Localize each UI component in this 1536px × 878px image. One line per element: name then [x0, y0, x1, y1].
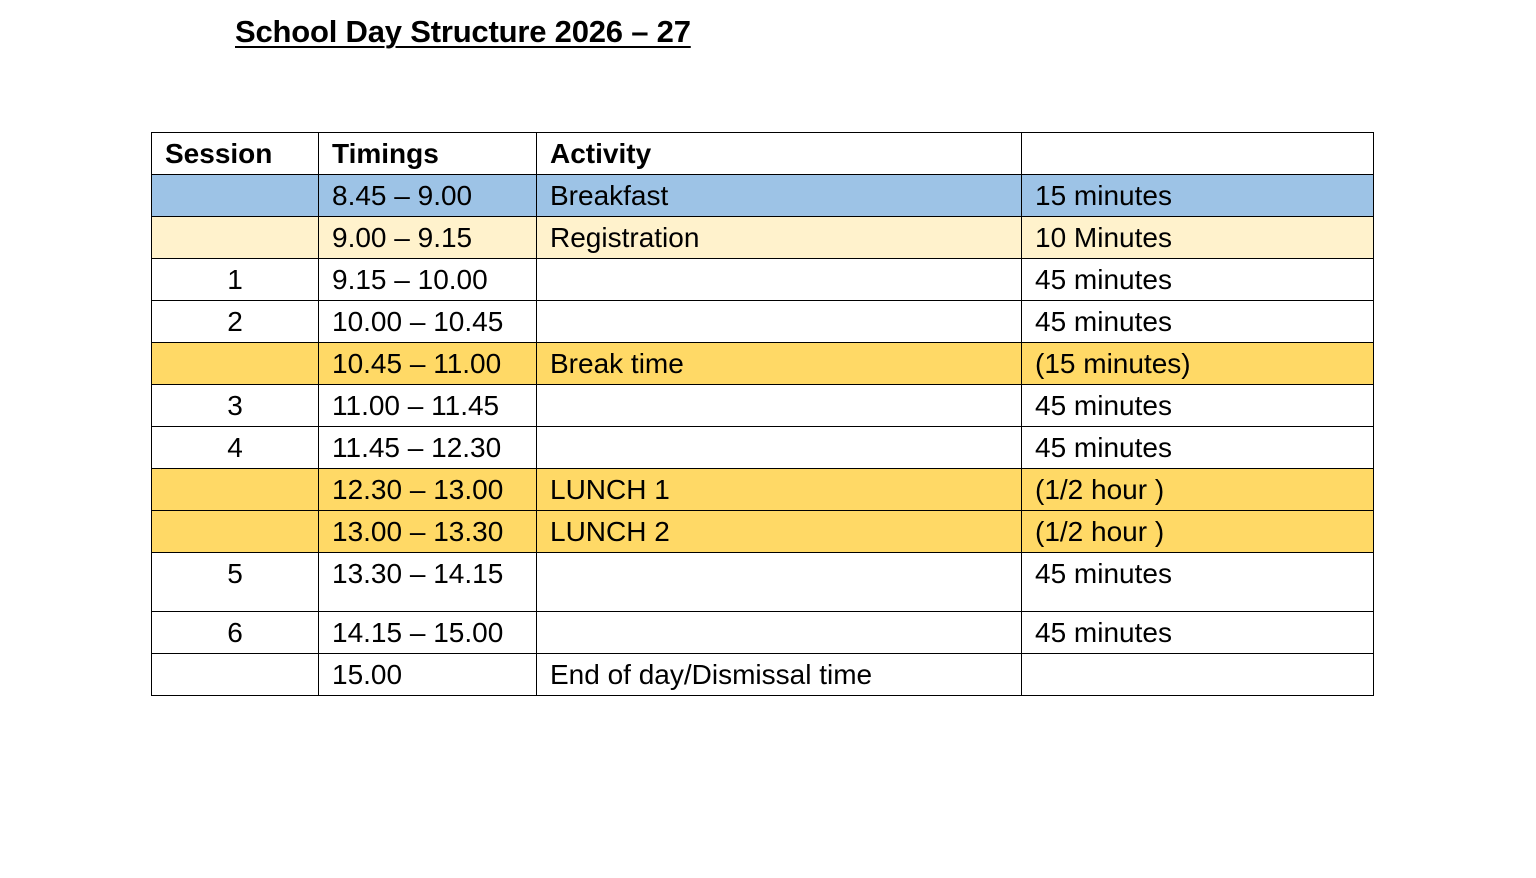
table-row [152, 612, 1374, 654]
table-row [152, 175, 1374, 217]
session-cell: 3 [152, 385, 319, 427]
activity-cell: LUNCH 2 [537, 511, 1022, 553]
activity-cell: Break time [537, 343, 1022, 385]
header-session: Session [152, 133, 319, 175]
activity-cell [537, 553, 1022, 612]
activity-cell: LUNCH 1 [537, 469, 1022, 511]
table-row [152, 259, 1374, 301]
timings-cell: 11.45 – 12.30 [319, 427, 537, 469]
timings-cell: 10.00 – 10.45 [319, 301, 537, 343]
duration-cell: 45 minutes [1022, 385, 1374, 427]
activity-cell: End of day/Dismissal time [537, 654, 1022, 696]
session-cell: 1 [152, 259, 319, 301]
activity-cell: Registration [537, 217, 1022, 259]
table-row [152, 427, 1374, 469]
school-day-table [151, 132, 1374, 696]
timings-cell: 12.30 – 13.00 [319, 469, 537, 511]
duration-cell: 45 minutes [1022, 301, 1374, 343]
timings-cell: 14.15 – 15.00 [319, 612, 537, 654]
duration-cell: 45 minutes [1022, 259, 1374, 301]
timings-cell: 10.45 – 11.00 [319, 343, 537, 385]
activity-cell [537, 427, 1022, 469]
timings-cell: 8.45 – 9.00 [319, 175, 537, 217]
activity-cell: Breakfast [537, 175, 1022, 217]
session-cell [152, 343, 319, 385]
session-cell: 4 [152, 427, 319, 469]
duration-cell: (1/2 hour ) [1022, 469, 1374, 511]
duration-cell: 45 minutes [1022, 612, 1374, 654]
duration-cell: (1/2 hour ) [1022, 511, 1374, 553]
header-activity: Activity [537, 133, 1022, 175]
timings-cell: 11.00 – 11.45 [319, 385, 537, 427]
session-cell: 5 [152, 553, 319, 612]
duration-cell: (15 minutes) [1022, 343, 1374, 385]
timings-cell: 9.15 – 10.00 [319, 259, 537, 301]
table-row [152, 553, 1374, 612]
activity-cell [537, 301, 1022, 343]
table-row [152, 217, 1374, 259]
session-cell [152, 469, 319, 511]
timings-cell: 13.30 – 14.15 [319, 553, 537, 612]
timings-cell: 9.00 – 9.15 [319, 217, 537, 259]
table-header-row [152, 133, 1374, 175]
table-row [152, 385, 1374, 427]
activity-cell [537, 385, 1022, 427]
session-cell [152, 175, 319, 217]
table-row [152, 343, 1374, 385]
duration-cell [1022, 654, 1374, 696]
duration-cell: 45 minutes [1022, 427, 1374, 469]
document-title: School Day Structure 2026 – 27 [235, 14, 691, 49]
session-cell [152, 511, 319, 553]
timings-cell: 13.00 – 13.30 [319, 511, 537, 553]
activity-cell [537, 612, 1022, 654]
activity-cell [537, 259, 1022, 301]
timings-cell: 15.00 [319, 654, 537, 696]
header-timings: Timings [319, 133, 537, 175]
duration-cell: 10 Minutes [1022, 217, 1374, 259]
header-duration [1022, 133, 1374, 175]
table-row [152, 654, 1374, 696]
duration-cell: 45 minutes [1022, 553, 1374, 612]
session-cell: 6 [152, 612, 319, 654]
table-row [152, 301, 1374, 343]
session-cell [152, 654, 319, 696]
table-row [152, 469, 1374, 511]
table-row [152, 511, 1374, 553]
session-cell [152, 217, 319, 259]
duration-cell: 15 minutes [1022, 175, 1374, 217]
session-cell: 2 [152, 301, 319, 343]
